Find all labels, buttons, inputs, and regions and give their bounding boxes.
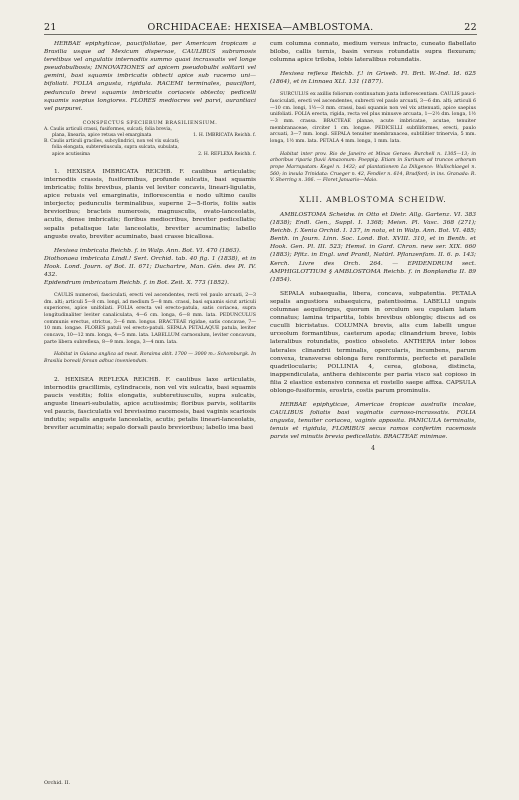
species-key xyxy=(44,127,256,158)
key-row: plana, linearia, apice retusa vel emarginata 1. H. IMBRICATA Reichb. f. xyxy=(52,133,256,139)
genus-description-amblostoma: SEPALA subaequalia, libera, concava, subpatentia. PETALA sepalis angustiora subaequicra, patentissima. LABELLI unguis columnae aequilongus, quorum in orculum seu cupulam latam connatus; lamina tripartita, lobis brevibus oblongis; discus ad os cuculli bicristatus. COLUMNA brevis, alis cum labelli ungue urceolum formantibus, caeterum apoda; clinandrium breve, lobis lateralibus rotundatis, postico obsoleto. ANTHERA inter lobos laterales clinandrii terminalis, opercularis, incumbens, parum convexa, transverse oblonga fere reniformis, perfecte et parallele quadrilocularis; POLLINIA 4, cerea, globosa, distincta, inappendiculata, anthera dehiscente per paria visco sat copioso in filia 2 elastice extensivo connexa et rostello saepe affixa. CAPSULA oblongo-fusiformis, erostris, costis parum prominulis. xyxy=(270,290,476,394)
section-title: ORCHIDACEAE: HEXISEA—AMBLOSTOMA. xyxy=(147,21,374,33)
genus-heading: XLII. AMBLOSTOMA SCHEIDW. xyxy=(299,195,447,204)
species2-habitat: Habitat inter prov. Rio de Janeiro et Minas Geraes: Burchell n. 1305—13; in arboribus riparia fluvii Amazonum: Poeppig. Etiam in Surinam ad truncos arborum prope Marrapatam: Kegel n. 1432; ad plantationem La Diligence: Wullschlaegel n. 560; in insula Trinidata: Crueger n. 42, Fendler n. 614, Bradford; in ins. Granada: R. V. Sherring n. 306. — Floret Januario—Maio. xyxy=(270,151,476,184)
genus-habit: HERBAE epiphyticae, Americae tropicae australis incolae, CAULIBUS foliatis basi vaginatis carnoso-incrassatis. FOLIA angusta, tenuiter coriacea, vaginis apposita. PANICULA terminalis, tenuis et rigidula, FLORIBUS secus ramos confertim racemosis parvis vel minutis brevia pedicellatis. BRACTEAE minimae. xyxy=(270,402,476,441)
key-row: apice acutissima 2. H. REFLEXA Reichb. f. xyxy=(52,151,256,157)
page-number: 21 xyxy=(44,21,57,33)
species1-references: Hexisea imbricata Reichb. f. in Walp. Ann. Bot. VI. 470 (1863). Diothonaea imbricata Lindl.! Sert. Orchid. tab. 40 fig. 1 (1838), et in Hook. Lond. Journ. of Bot. II. 671; Duchartre, Man. Gén. des Pl. IV. 432. Epidendrum imbricatum Reichb. f. in Bot. Zeit. X. 773 (1852). xyxy=(44,247,256,287)
page-number-right: 22 xyxy=(464,21,477,33)
species1-description: CAULIS numerosi, fasciculati, erecti vel ascendentes, recti vel paulo arcuati, 2—3 dm. alti; articuli 5—8 cm. longi, ad medium 5—8 mm. crassi, basi squamis sicut articuli superiores, apice unifoliati. FOLIA erecta vel erecto-patula, satis coriacea, supra longitudinaliter leviter canaliculata, 4—6 cm. longa, 6—8 mm. lata. PEDUNCULUS communis erectus, strictus, 3—6 mm. longus. BRACTEAE rigidae, satis concavae, 7—10 mm. longae. FLORES patuli vel erecto-patuli. SEPALA PETALAQUE patula, leviter concava, 10—12 mm. longa, 4—5 mm. lata. LABELLUM carnosulum, leviter concavum, parte libera subreflexa, 8—9 mm. longa, 3—4 mm. lata. xyxy=(44,293,256,345)
species2-continuation: cum columna connato, medium versus infracto, cuneato flabellato bilobo, callis ternis, basin versus rotundatis supra flexuram; columna apice triloba, lobis lateralibus rotundatis. xyxy=(270,41,476,64)
species2-references: Hexisea reflexa Reichb. f.! in Griseb. Fl. Brit. W.-Ind. Id. 625 (1864), et in Linnaea XLI. 131 (1877). xyxy=(270,71,476,86)
genus-references: AMBLOSTOMA Scheidw. in Otto et Dietr. Allg. Gartenz. VI. 383 (1838); Endl. Gen., Suppl. I. 1368; Meisn. Pl. Vasc. 368 (271); Reichb. f. Xenia Orchid. I. 137, in nota, et in Walp. Ann. Bot. VI. 485; Benth. in Journ. Linn. Soc. Lond. Bot. XVIII. 310, et in Benth. et Hook. Gen. Pl. III. 523; Hemsl. in Gard. Chron. new ser. XIX. 660 (1883); Pfitz. in Engl. und Prantl, Natürl. Pflanzenfam. II. 6. p. 143; Kerch. Livre des Orch. 264. — EPIDENDRUM sect. AMPHIGLOTTIUM § AMBLOSTOMA Reichb. f. in Bonplandia II. 89 (1854). xyxy=(270,212,476,283)
key-row: B. Caulis articuli graciles, subcylindrici, non vel vix sulcati; xyxy=(44,139,180,145)
species1-diagnosis: 1. HEXISEA IMBRICATA REICHB. F. caulibus articulatis; internodiis crassis, fusiformibus, profunde sulcatis, basi squamis imbricatis; foliis brevibus, planis vel leviter concavis, lineari-ligulatis, apice retusis vel emarginatis, inflorescentia e nodo ultimo caulis interjecto; pedunculis terminalibus, superne 2—5-floris, foliis satis brevioribus; bracteis numerosis, magnusculis, ovato-lanceolatis, acutis, dense imbricatis; floribus mediocribus, breviter pedicellatis; sepalis petalisque late lanceolatis, breviter acuminatis; labello anguste ovato, breviter acuminato, basi crasse bicallosa. xyxy=(44,168,256,240)
species2-description: SURCULUS ex axillis foliorum continuatum juxta inflorescentiam. CAULIS pauci-fasciculati, erecti vel ascendentes, subrecti vel paulo arcuati, 3—6 dm. alti; articuli 6—10 cm. longi, 1½—3 mm. crassi, basi squamis non vel vix attenuati, apice saepius unifoliati. FOLIA erecta, rigida, recta vel plus minusve arcuata, 1—2½ dm. longa, 1½—3 mm. crassa. BRACTEAE planae, acute imbricatae, acutae, tenuiter membranaceae, circiter 1 cm. longae. PEDICELLI subfiliformes, erecti, paulo arcuati, 3—7 mm. longi. SEPALA tenuiter membranacea, subtilitier trinervia, 5 mm. longa, 1½ mm. lata. PETALA 4 mm. longa, 1 mm. lata. xyxy=(270,92,476,145)
running-header xyxy=(44,20,477,34)
genus-description: HERBAE epiphyticae, paucifoliatae, per Americam tropicam a Brasilia usque ad Mexicum dispersae, CAULIBUS subramosis teretibus vel angulatis internodiis summo quasi incrassatis vel longe pseudobulbosis; INNOVATIONES ad apicem pseudobulbi solitarii vel gemini, basi squamis imbricatis obtecti apice sub racemo uni—bifoliati. FOLIA angusta, rigidula. RACEMI terminales, pauciflori, pedunculo brevi squamis imbricatis coriaceis obtecto; pedicelli squamis saepius longiores. FLORES mediocres vel parvi, aurantiaci vel purpurei. xyxy=(44,41,256,112)
species1-habitat: Habitat in Guiana anglica ad meat. Roraima altit. 1700 — 3000 m.: Schomburgk. In Brasilia boreali forsan adhuc inveniendum. xyxy=(44,352,256,365)
signature-footer: Orchid. II. xyxy=(44,780,71,786)
right-column xyxy=(270,40,476,452)
header-rule xyxy=(44,34,477,35)
key-row: A. Caulis articuli crassi, fusiformes, sulcati; folia brevia, xyxy=(44,126,172,132)
sheet-mark: 4 xyxy=(371,444,375,452)
left-column xyxy=(44,40,256,432)
conspectus-title: CONSPECTUS SPECIERUM BRASILIENSIUM. xyxy=(82,119,218,126)
key-row: folia elongata, subteretiuscula, supra sulcata, subulata, xyxy=(52,145,179,151)
species2-diagnosis: 2. HEXISEA REFLEXA REICHB. F. caulibus laxe articulatis, internodiis gracillimis, cylindraceis, non vel vix sulcatis, basi squamis paucis vestitis; foliis elongatis, subteretiusculis, supra sulcatis, anguste lineari-subulatis, apice acutissimis; floribus parvis, solitariis vel paucis, fasciculatis vel brevissimo racemosis, basi vaginis scariosis indutis; sepalis anguste lanceolatis, acutis; petalis lineari-lanceolatis, breviter acuminatis; sepalo dorsali paulo brevioribus; labello ima basi xyxy=(44,376,256,432)
